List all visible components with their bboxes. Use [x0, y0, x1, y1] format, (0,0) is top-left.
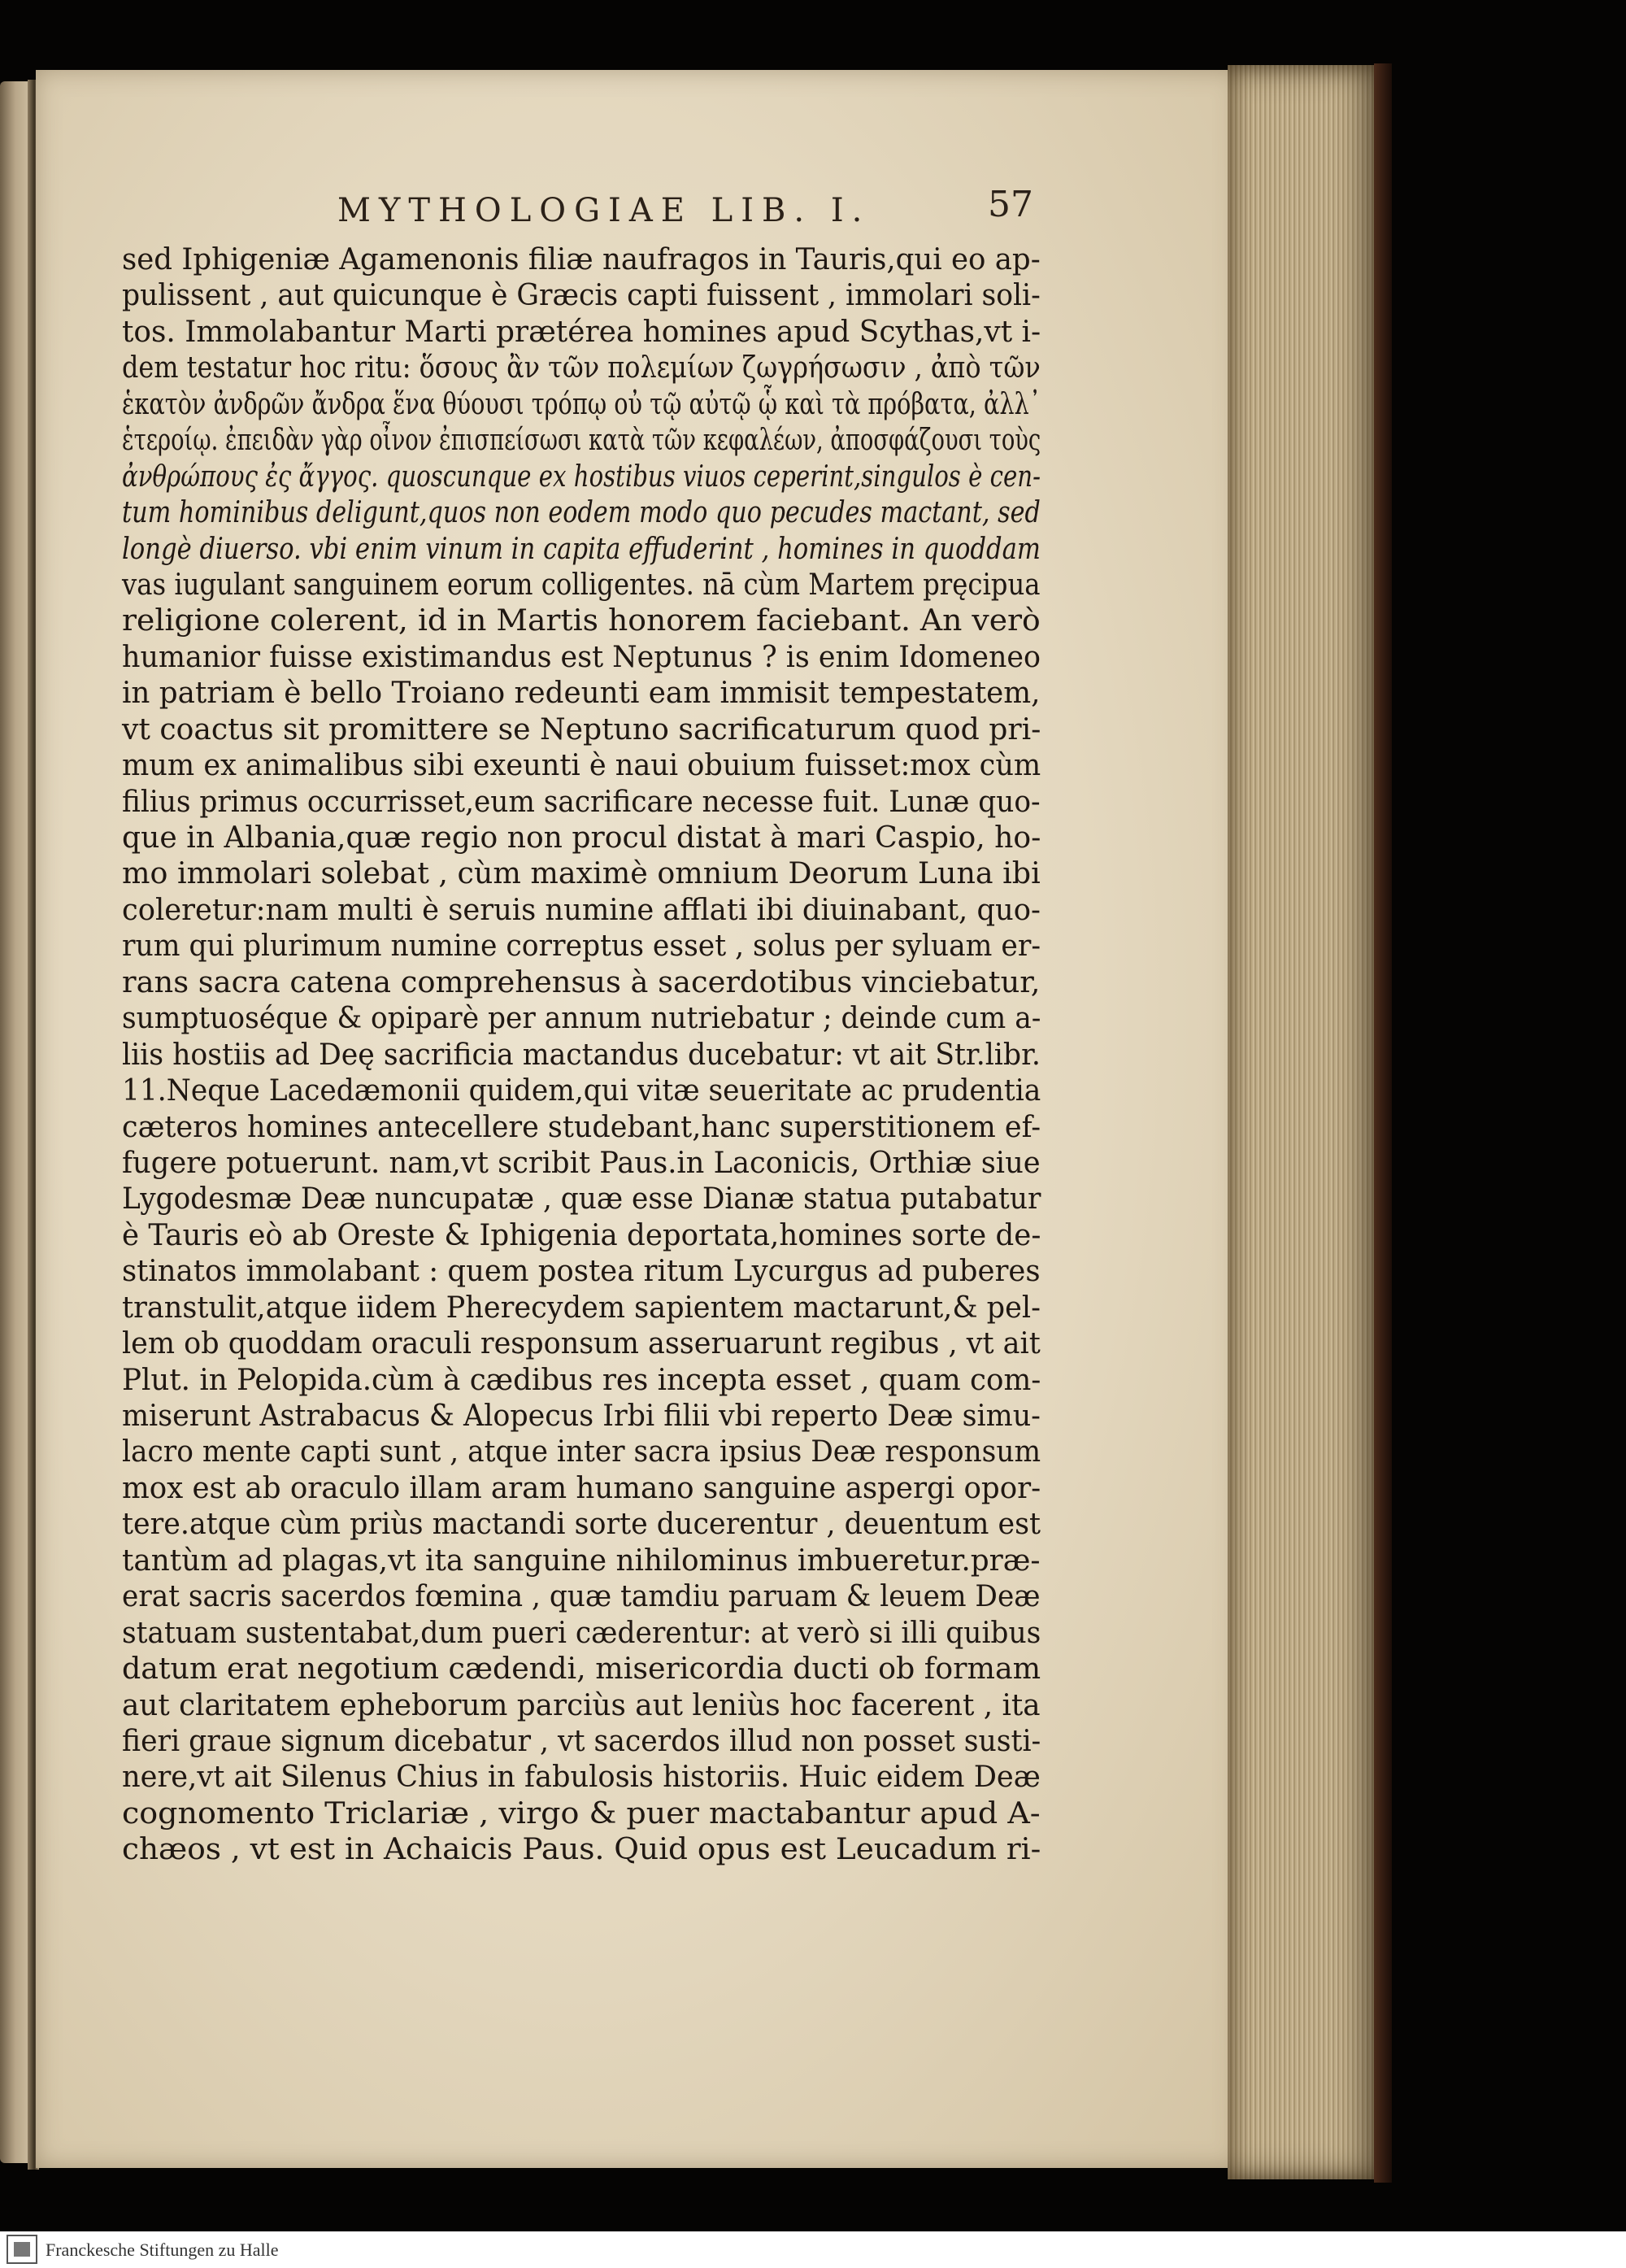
text-line: cognomento Triclariæ , virgo & puer mactabantur apud A-	[122, 1796, 1041, 1831]
text-line: lem ob quoddam oraculi responsum asseruarunt regibus , vt ait	[122, 1327, 1041, 1361]
text-line: 11.Neque Lacedæmonii quidem,qui vitæ seueritate ac prudentia	[122, 1074, 1041, 1108]
text-line: transtulit,atque iidem Pherecydem sapientem mactarunt,& pel-	[122, 1291, 1041, 1325]
text-line: que in Albania,quæ regio non procul distat à mari Caspio, ho-	[122, 821, 1041, 855]
text-line: tantùm ad plagas,vt ita sanguine nihilominus imbueretur.præ-	[122, 1543, 1041, 1578]
text-line: rans sacra catena comprehensus à sacerdotibus vinciebatur,	[122, 965, 1041, 999]
footer-bar	[0, 2231, 1626, 2268]
running-head: MYTHOLOGIAE LIB. I.	[337, 192, 871, 229]
book-cover-edge	[1374, 63, 1392, 2183]
page-number: 57	[988, 184, 1033, 225]
text-line: fugere potuerunt. nam,vt scribit Paus.in Laconicis, Orthiæ siue	[122, 1146, 1041, 1180]
text-line: in patriam è bello Troiano redeunti eam immisit tempestatem,	[122, 677, 1041, 711]
text-line: aut claritatem epheborum parciùs aut leniùs hoc facerent , ita	[122, 1688, 1041, 1722]
text-line: è Tauris eò ab Oreste & Iphigenia deportata,homines sorte de-	[122, 1218, 1041, 1252]
text-line: tum hominibus deligunt,quos non eodem modo quo pecudes mactant, sed	[122, 496, 1041, 530]
text-line: filius primus occurrisset,eum sacrificare necesse fuit. Lunæ quo-	[122, 785, 1041, 819]
text-line: datum erat negotium cædendi, misericordia ducti ob formam	[122, 1652, 1041, 1687]
text-line: mum ex animalibus sibi exeunti è naui obuium fuisset:mox cùm	[122, 749, 1041, 783]
text-line: mox est ab oraculo illam aram humano sanguine aspergi opor-	[122, 1471, 1041, 1505]
text-line: vt coactus sit promittere se Neptuno sacrificaturum quod pri-	[122, 712, 1041, 747]
text-line: longè diuerso. vbi enim vinum in capita effuderint , homines in quoddam	[122, 532, 1041, 566]
text-line: dem testatur hoc ritu: ὅσους ἂν τῶν πολεμίων ζωγρήσωσιν , ἀπὸ τῶν	[122, 351, 1041, 385]
text-line: ἑκατὸν ἀνδρῶν ἄνδρα ἕνα θύουσι τρόπῳ οὐ τῷ αὐτῷ ᾧ καὶ τὰ πρόβατα, ἀλλ᾽	[122, 387, 1041, 421]
text-line: sumptuoséque & opiparè per annum nutriebatur ; deinde cum a-	[122, 1002, 1041, 1036]
text-line: miserunt Astrabacus & Alopecus Irbi filii vbi reperto Deæ simu-	[122, 1400, 1041, 1433]
institution-logo-icon	[7, 2235, 37, 2264]
text-line: stinatos immolabant : quem postea ritum Lycurgus ad puberes	[122, 1255, 1041, 1289]
text-line: Plut. in Pelopida.cùm à cædibus res incepta esset , quam com-	[122, 1363, 1041, 1397]
text-line: chæos , vt est in Achaicis Paus. Quid opus est Leucadum ri-	[122, 1833, 1041, 1867]
text-line: religione colerent, id in Martis honorem faciebant. An verò	[122, 604, 1041, 638]
text-line: ἑτεροίῳ. ἐπειδὰν γὰρ οἶνον ἐπισπείσωσι κατὰ τῶν κεφαλέων, ἀποσφάζουσι τοὺς	[122, 424, 1041, 458]
text-line: erat sacris sacerdos fœmina , quæ tamdiu paruam & leuem Deæ	[122, 1580, 1041, 1614]
text-line: lacro mente capti sunt , atque inter sacra ipsius Deæ responsum	[122, 1435, 1041, 1469]
page-stack-fore-edge	[1228, 65, 1382, 2179]
text-line: cæteros homines antecellere studebant,hanc superstitionem ef-	[122, 1110, 1041, 1144]
text-line: statuam sustentabat,dum pueri cæderentur: at verò si illi quibus	[122, 1616, 1041, 1650]
body-text	[122, 242, 1041, 1869]
text-line: vas iugulant sanguinem eorum colligentes. nā cùm Martem pręcipua	[122, 568, 1041, 602]
footer-credit: Franckesche Stiftungen zu Halle	[46, 2240, 279, 2260]
text-line: mo immolari solebat , cùm maximè omnium Deorum Luna ibi	[122, 857, 1041, 891]
text-line: tere.atque cùm priùs mactandi sorte ducerentur , deuentum est	[122, 1508, 1041, 1542]
text-line: fieri graue signum dicebatur , vt sacerdos illud non posset susti-	[122, 1724, 1041, 1758]
text-line: nere,vt ait Silenus Chius in fabulosis historiis. Huic eidem Deæ	[122, 1761, 1041, 1795]
text-line: liis hostiis ad Deę sacrificia mactandus ducebatur: vt ait Str.libr.	[122, 1038, 1041, 1072]
text-line: coleretur:nam multi è seruis numine afflati ibi diuinabant, quo-	[122, 893, 1041, 927]
text-line: sed Iphigeniæ Agamenonis filiæ naufragos in Tauris,qui eo ap-	[122, 243, 1041, 276]
text-line: rum qui plurimum numine correptus esset , solus per syluam er-	[122, 929, 1041, 964]
text-line: Lygodesmæ Deæ nuncupatæ , quæ esse Dianæ statua putabatur	[122, 1182, 1041, 1217]
text-line: humanior fuisse existimandus est Neptunus ? is enim Idomeneo	[122, 640, 1041, 674]
text-line: pulissent , aut quicunque è Græcis capti fuissent , immolari soli-	[122, 279, 1041, 313]
text-line: ἀνθρώπους ἐς ἄγγος. quoscunque ex hostibus viuos ceperint,singulos è cen-	[122, 459, 1041, 494]
text-line: tos. Immolabantur Marti prætérea homines apud Scythas,vt i-	[122, 315, 1041, 349]
